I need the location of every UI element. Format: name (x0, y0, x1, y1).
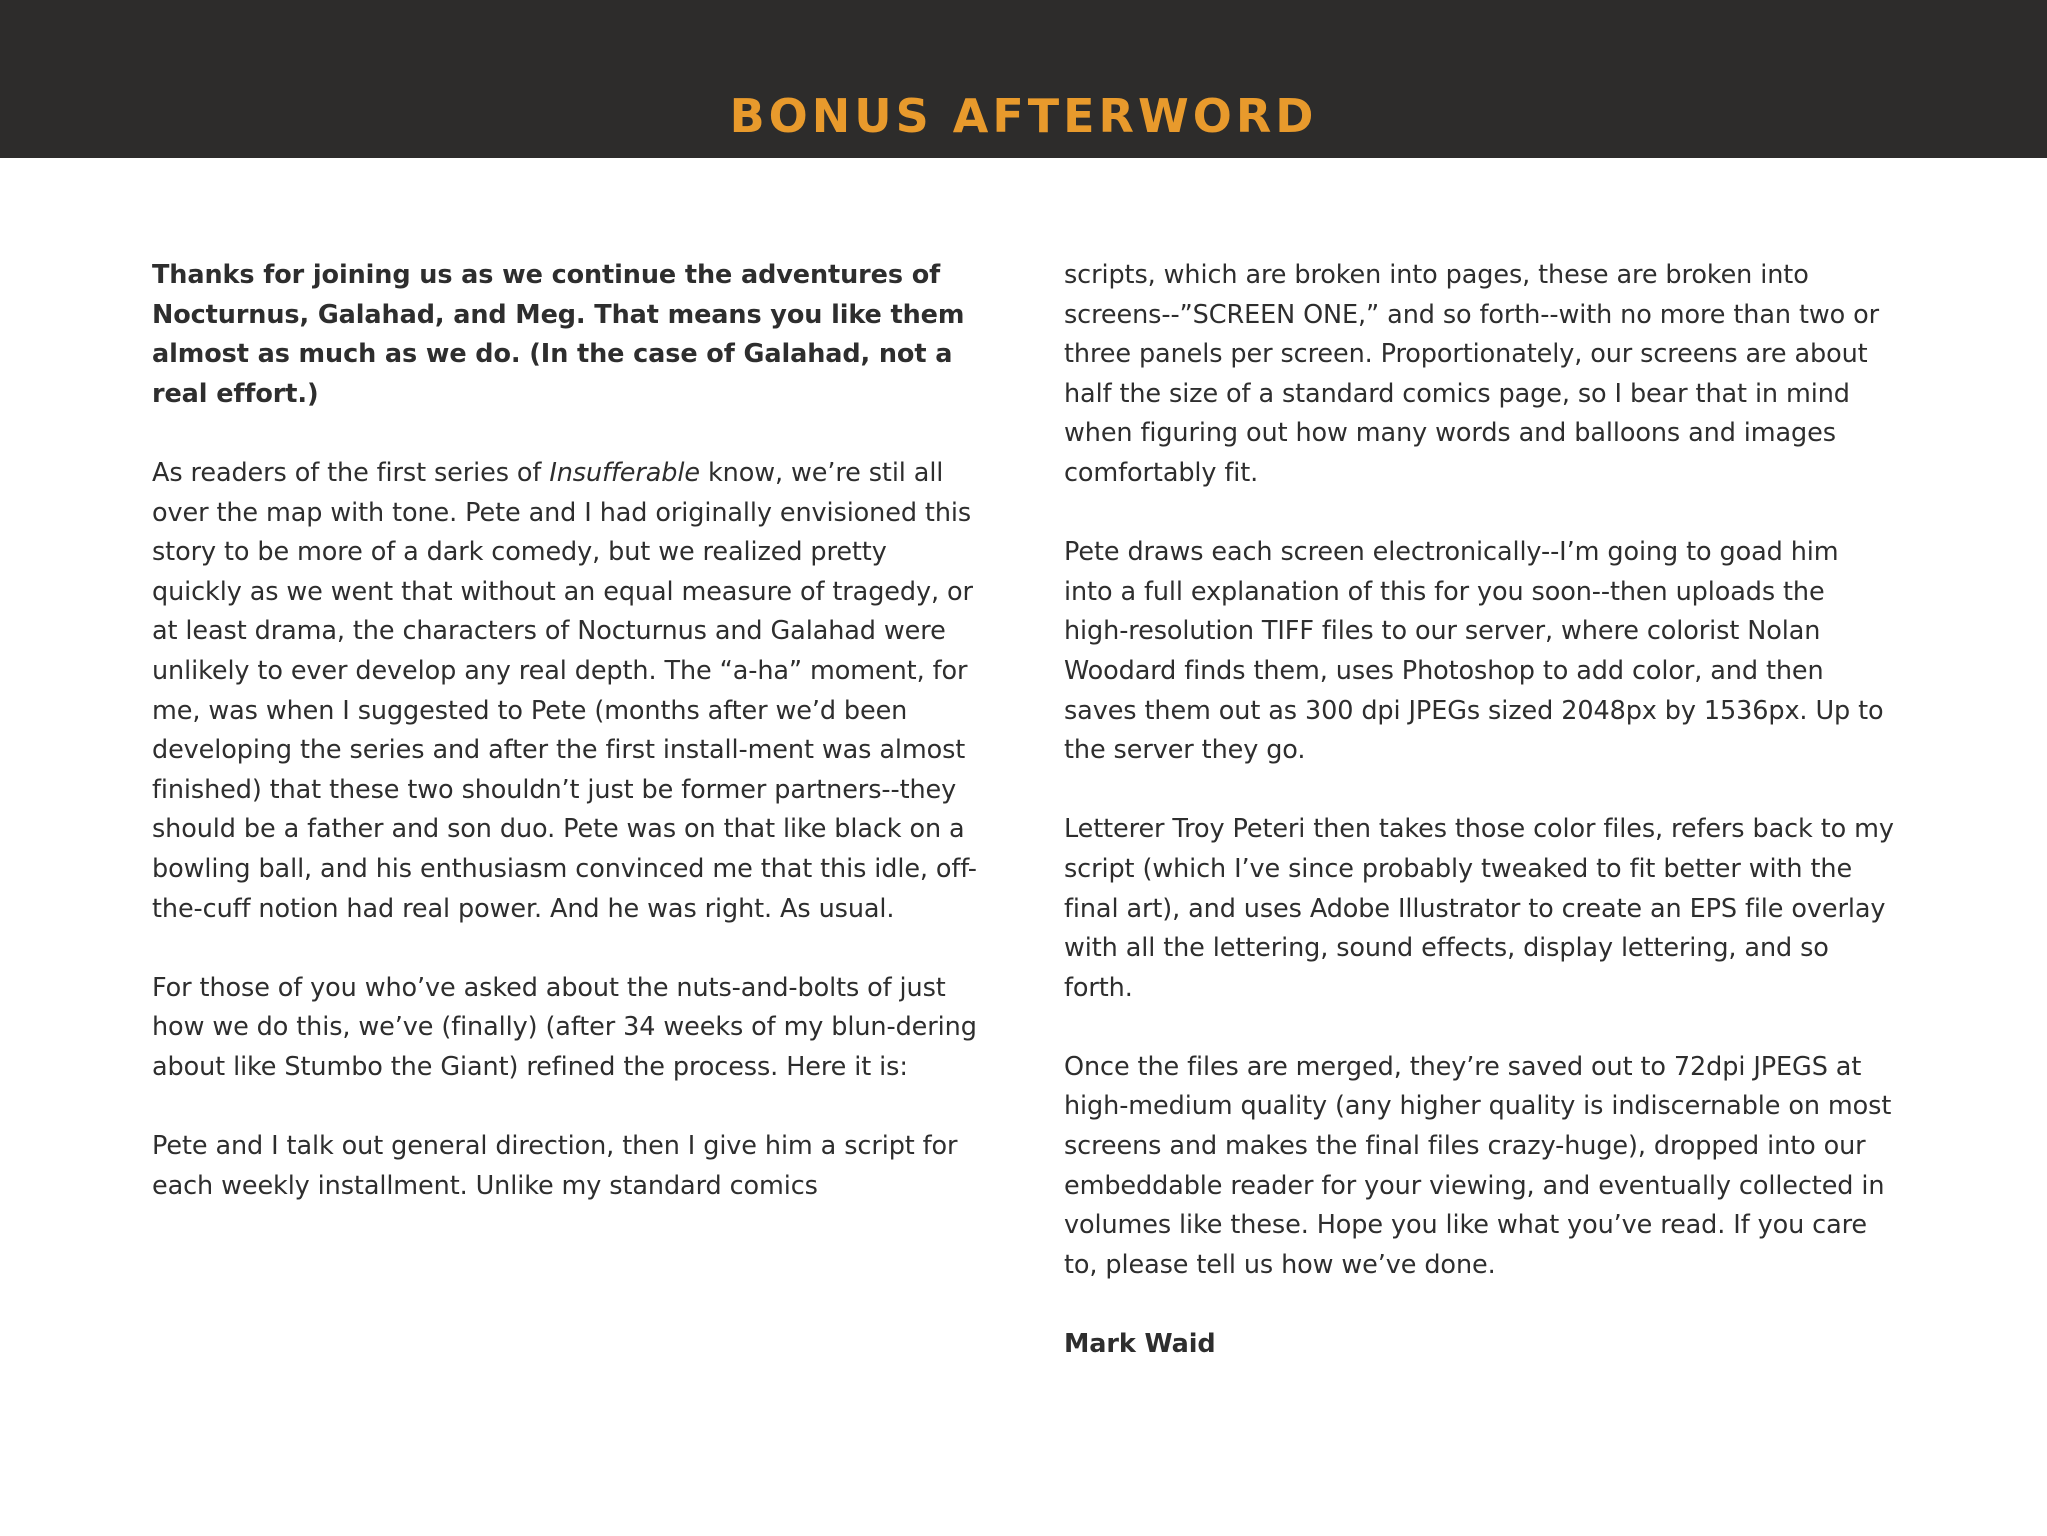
tone-paragraph-start: As readers of the first series of (152, 457, 550, 488)
process-intro-paragraph: For those of you who’ve asked about the nuts-and-bolts of just how we do this, we’ve (finally) (after 34 weeks of my blun-dering about like Stumbo the Giant) refined the process. Here it is: (152, 972, 977, 1082)
intro-paragraph: Thanks for joining us as we continue the adventures of Nocturnus, Galahad, and Meg. That means you like them almost as much as we do. (In the case of Galahad, not a real effort.) (152, 260, 965, 409)
script-paragraph: Pete and I talk out general direction, then I give him a script for each weekly installment. Unlike my standard comics (152, 1131, 958, 1201)
tone-paragraph (152, 454, 982, 929)
right-column (1064, 256, 1894, 1365)
series-title-italic: Insufferable (549, 457, 700, 488)
left-column (152, 256, 982, 1206)
signature: Mark Waid (1064, 1329, 1216, 1360)
pencils-paragraph: Pete draws each screen electronically--I’m going to goad him into a full explanation of this for you soon--then uploads the high-resolution TIFF files to our server, where colorist Nolan Woodard finds them, uses Photoshop to add color, and then saves them out as 300 dpi JPEGs sized 2048px by 1536px. Up to the server they go. (1064, 537, 1884, 766)
tone-paragraph-rest: know, we’re stil all over the map with tone. Pete and I had originally envisioned this story to be more of a dark comedy, but we realized pretty quickly as we went that without an equal measure of tragedy, or at least drama, the characters of Nocturnus and Galahad were unlikely to ever develop any real depth. The “a-ha” moment, for me, was when I suggested to Pete (months after we’d been developing the series and after the first install-ment was almost finished) that these two shouldn’t just be former partners--they should be a father and son duo. Pete was on that like black on a bowling ball, and his enthusiasm convinced me that this idle, off-the-cuff notion had real power. And he was right. As usual. (152, 457, 977, 924)
page-title: BONUS AFTERWORD (729, 89, 1318, 143)
final-files-paragraph: Once the files are merged, they’re saved out to 72dpi JPEGS at high-medium quality (any higher quality is indiscernable on most screens and makes the final files crazy-huge), dropped into our embeddable reader for your viewing, and eventually collected in volumes like these. Hope you like what you’ve read. If you care to, please tell us how we’ve done. (1064, 1051, 1892, 1280)
lettering-paragraph: Letterer Troy Peteri then takes those color files, refers back to my script (which I’ve since probably tweaked to fit better with the final art), and uses Adobe Illustrator to create an EPS file overlay with all the lettering, sound effects, display lettering, and so forth. (1064, 814, 1894, 1003)
screens-paragraph: scripts, which are broken into pages, these are broken into screens--”SCREEN ONE,” and so forth--with no more than two or three panels per screen. Proportionately, our screens are about half the size of a standard comics page, so I bear that in mind when figuring out how many words and balloons and images comfortably fit. (1064, 260, 1879, 488)
